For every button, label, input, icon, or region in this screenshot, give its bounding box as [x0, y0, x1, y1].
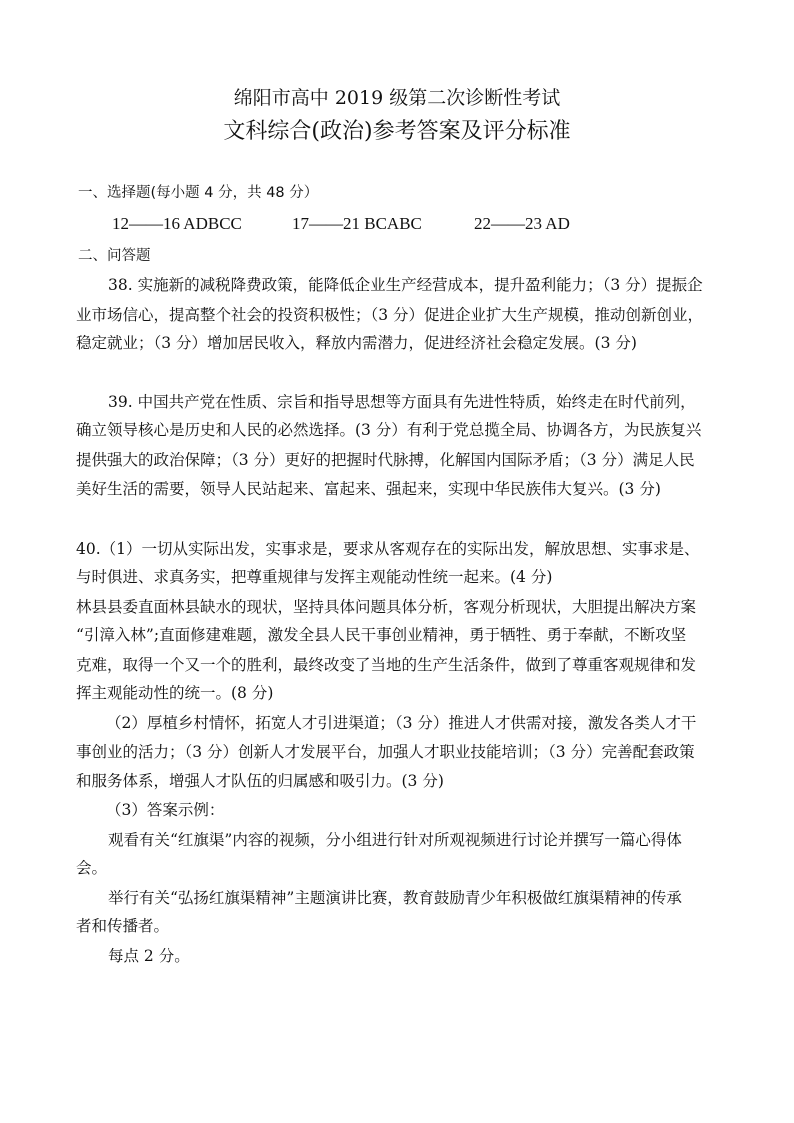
- answer-group-1: 12——16 ADBCC: [112, 214, 242, 233]
- q40-part3-line: 观看有关“红旗渠”内容的视频，分小组进行针对所观视频进行讨论并撰写一篇心得体: [108, 831, 682, 849]
- q40-part3-heading: （3）答案示例：: [106, 801, 225, 819]
- q40-part3-line: 举行有关“弘扬红旗渠精神”主题演讲比赛，教育鼓励青少年积极做红旗渠精神的传承: [108, 889, 682, 907]
- q40-part1-line: “引漳入林”;直面修建难题，激发全县人民干事创业精神，勇于牺牲、勇于奉献，不断攻坚: [76, 626, 687, 644]
- q39-line: 39. 中国共产党在性质、宗旨和指导思想等方面具有先进性特质，始终走在时代前列，: [108, 393, 696, 411]
- q39-line: 确立领导核心是历史和人民的必然选择。(3 分）有利于党总揽全局、协调各方，为民族复兴: [76, 421, 702, 439]
- q40-part1-line: 40.（1）一切从实际出发，实事求是，要求从客观存在的实际出发，解放思想、实事求是、: [76, 540, 700, 558]
- q40-part2-line: 事创业的活力；（3 分）创新人才发展平台，加强人才职业技能培训；（3 分）完善配套政策: [76, 743, 695, 761]
- q40-part2-line: 和服务体系，增强人才队伍的归属感和吸引力。(3 分): [76, 772, 444, 790]
- q40-part1-line: 林县县委直面林县缺水的现状，坚持具体问题具体分析，客观分析现状，大胆提出解决方案: [76, 598, 697, 616]
- q40-part3-line: 者和传播者。: [76, 917, 170, 935]
- answer-key-title: 文科综合(政治)参考答案及评分标准: [223, 119, 571, 144]
- q40-part3-line: 会。: [76, 859, 108, 877]
- q39-line: 提供强大的政治保障；（3 分）更好的把握时代脉搏，化解国内国际矛盾；（3 分）满足人民: [76, 451, 695, 469]
- q40-part1-line: 与时俱进、求真务实，把尊重规律与发挥主观能动性统一起来。(4 分): [76, 568, 553, 586]
- q40-part2-line: （2）厚植乡村情怀，拓宽人才引进渠道；（3 分）推进人才供需对接，激发各类人才干: [106, 714, 697, 732]
- q39-line: 美好生活的需要，领导人民站起来、富起来、强起来，实现中华民族伟大复兴。(3 分): [76, 480, 661, 498]
- section-heading-qa: 二、问答题: [78, 248, 151, 264]
- q38-line: 稳定就业；（3 分）增加居民收入，释放内需潜力，促进经济社会稳定发展。(3 分): [76, 334, 637, 352]
- q38-line: 38. 实施新的减税降费政策，能降低企业生产经营成本，提升盈利能力；（3 分）提振企: [108, 276, 703, 294]
- scoring-note: 每点 2 分。: [108, 947, 190, 965]
- answer-group-3: 22——23 AD: [474, 214, 570, 233]
- q40-part1-line: 克难，取得一个又一个的胜利，最终改变了当地的生产生活条件，做到了尊重客观规律和发: [76, 656, 697, 674]
- q40-part1-line: 挥主观能动性的统一。(8 分): [76, 684, 274, 702]
- answer-group-2: 17——21 BCABC: [292, 214, 422, 233]
- exam-title: 绵阳市高中 2019 级第二次诊断性考试: [233, 87, 561, 109]
- q38-line: 业市场信心，提高整个社会的投资积极性；（3 分）促进企业扩大生产规模，推动创新创业，: [76, 306, 704, 324]
- section-heading-choice: 一、选择题(每小题 4 分，共 48 分）: [78, 185, 319, 201]
